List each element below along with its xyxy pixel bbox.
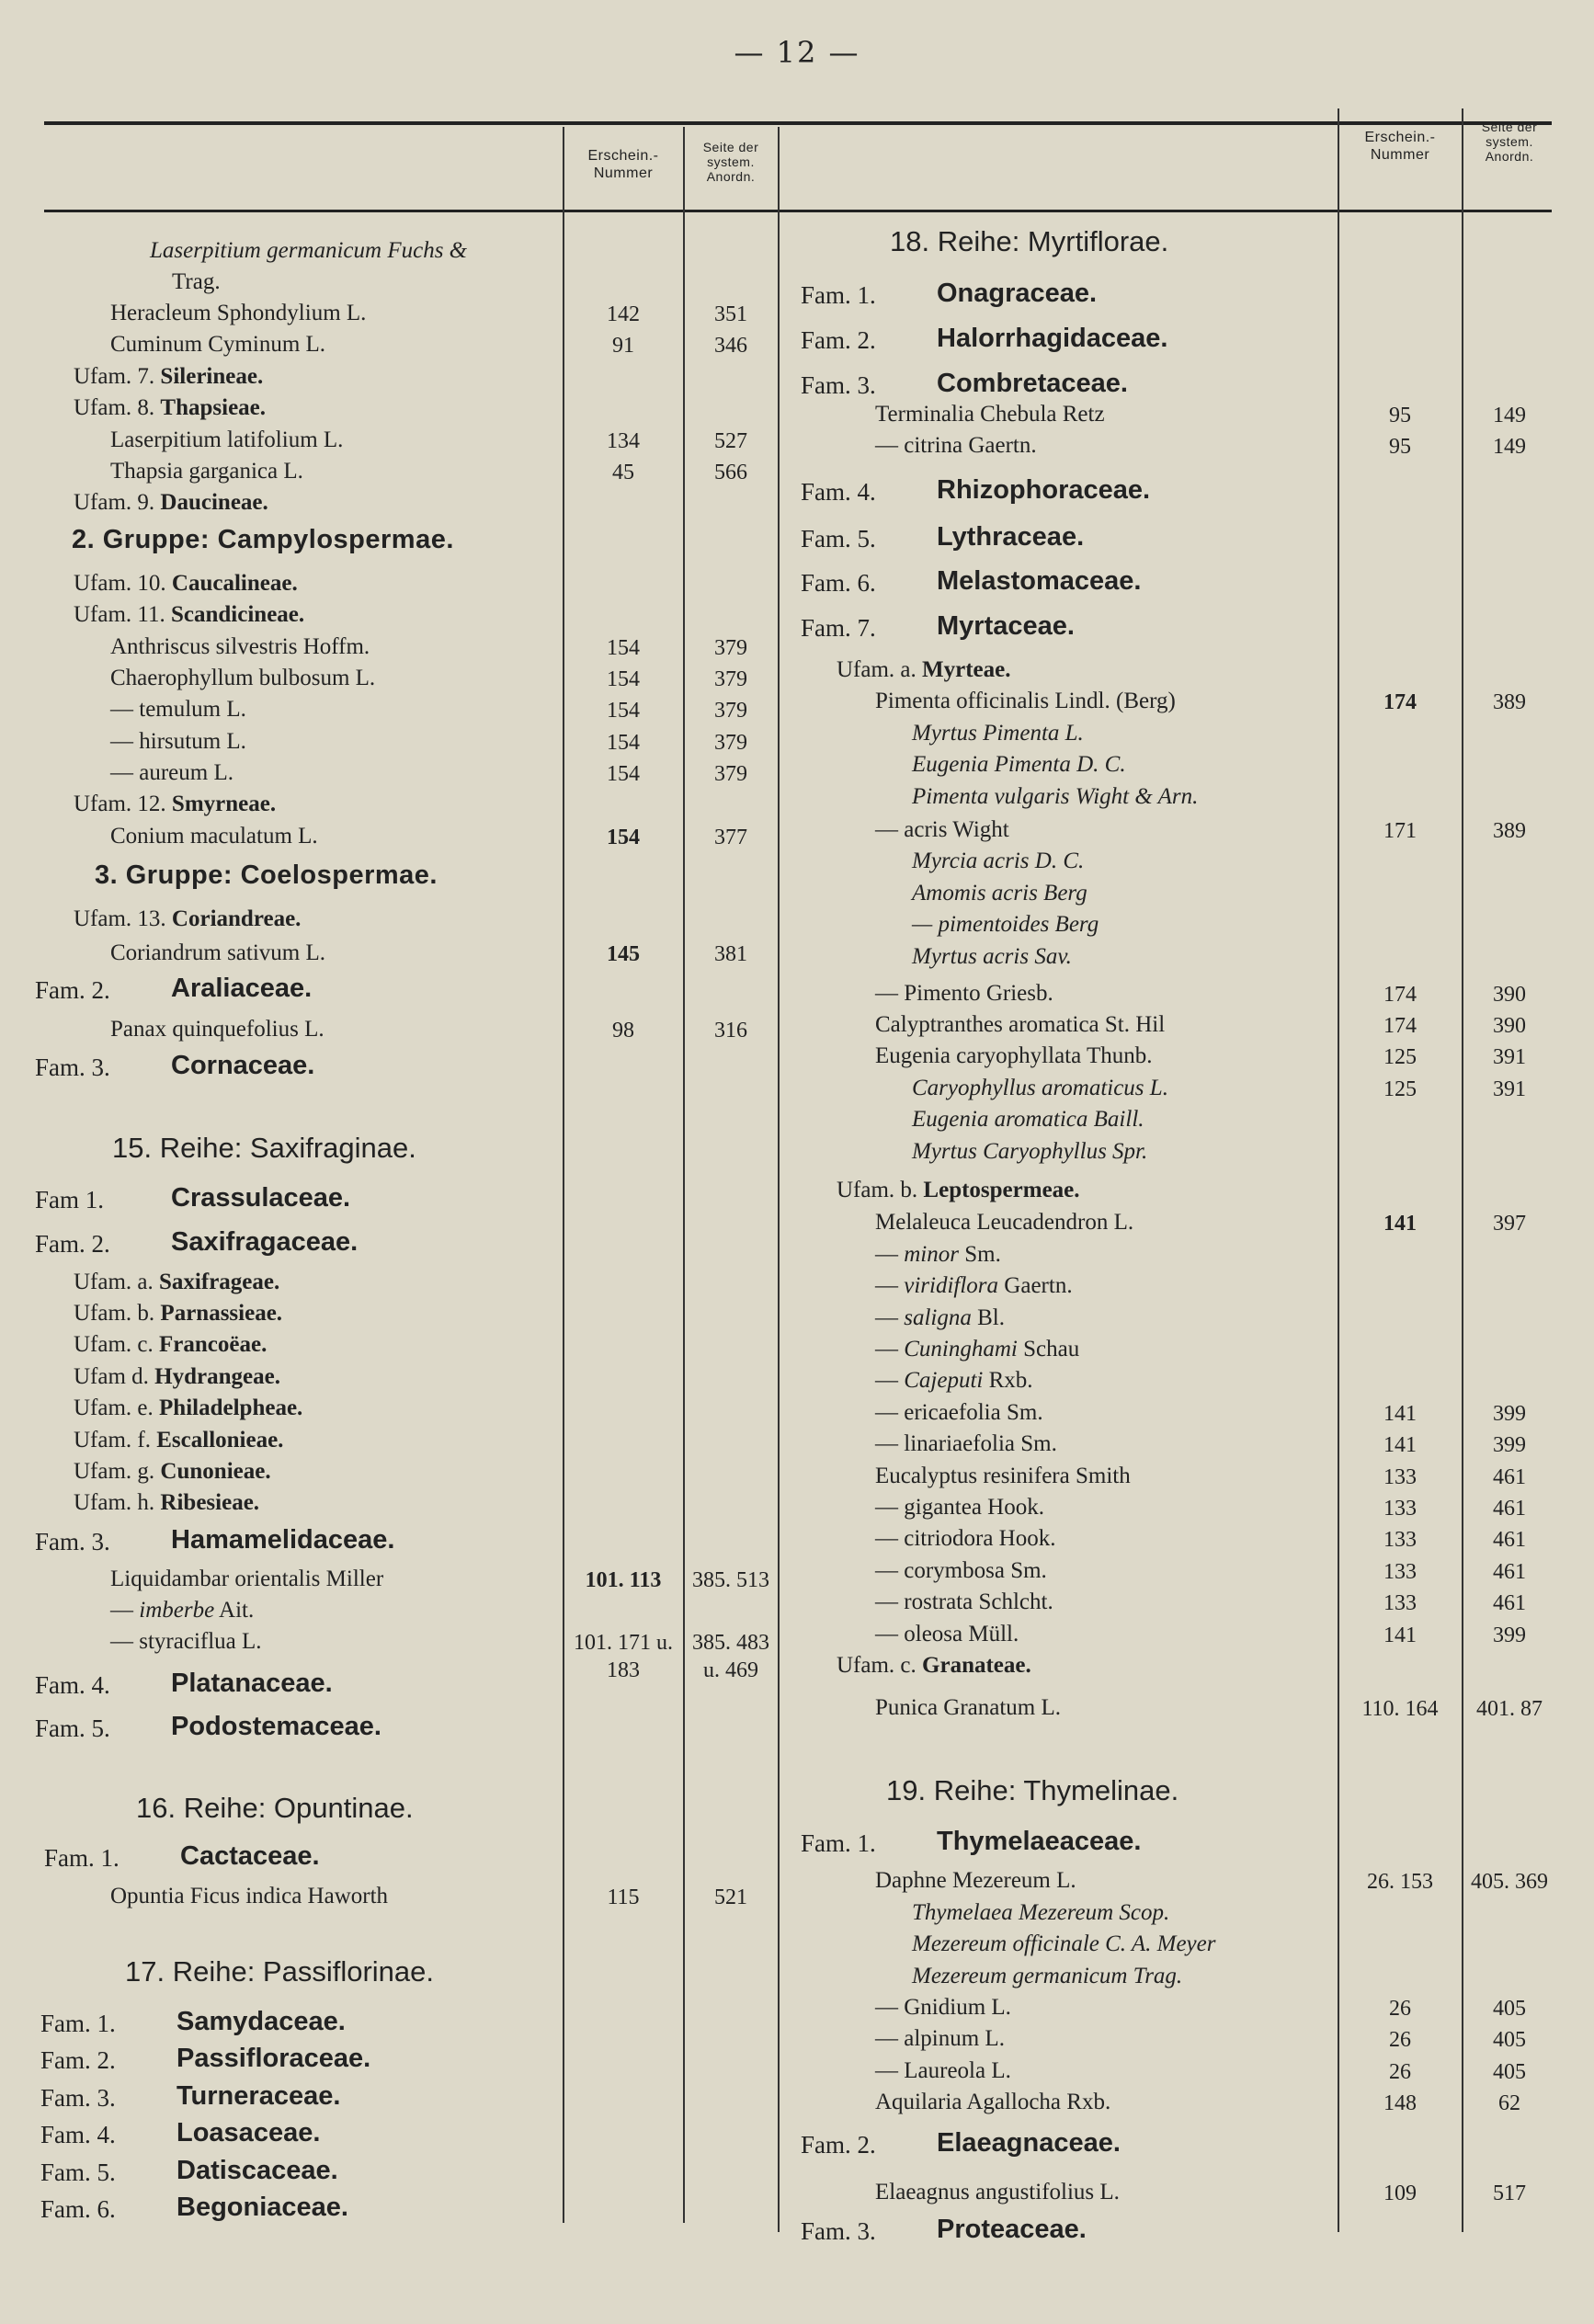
seite-anordnung: 389 (1493, 690, 1526, 714)
species-entry: — citriodora Hook. (875, 1526, 1056, 1551)
family-name: Crassulaceae. (171, 1183, 351, 1213)
species-entry: — temulum L. (110, 697, 246, 722)
subfamily-entry: Ufam. g. Cunonieae. (74, 1459, 271, 1484)
erschein-nummer: 148 (1383, 2091, 1417, 2115)
species-entry: Calyptranthes aromatica St. Hil (875, 1012, 1166, 1037)
species-entry: Myrtus acris Sav. (912, 944, 1072, 969)
seite-anordnung: 405 (1493, 2060, 1526, 2084)
species-entry: Trag. (172, 269, 221, 294)
erschein-nummer: 154 (607, 667, 640, 691)
species-entry: — acris Wight (875, 817, 1009, 842)
seite-anordnung: 390 (1493, 983, 1526, 1007)
subfamily-entry: Ufam. 12. Smyrneae. (74, 792, 277, 816)
seite-anordnung: 390 (1493, 1014, 1526, 1038)
family-name: Lythraceae. (937, 522, 1085, 552)
species-entry: Eugenia aromatica Baill. (912, 1107, 1144, 1132)
species-entry: — styraciflua L. (110, 1629, 262, 1654)
species-entry: — Gnidium L. (875, 1995, 1011, 2020)
header-num-right: Erschein.- Nummer (1364, 130, 1436, 163)
species-entry: Myrtus Pimenta L. (912, 721, 1084, 746)
family-label: Fam. 1. (40, 2010, 116, 2037)
erschein-nummer: 95 (1389, 404, 1411, 427)
seite-anordnung: 385. 513 (692, 1568, 769, 1592)
erschein-nummer: 101. 171 u. (574, 1631, 673, 1655)
top-rule (44, 121, 1552, 125)
erschein-nummer: 133 (1383, 1528, 1417, 1552)
seite-anordnung: 461 (1493, 1560, 1526, 1584)
seite-anordnung: u. 469 (703, 1658, 758, 1682)
erschein-nummer: 115 (607, 1885, 640, 1909)
species-entry: — Laureola L. (875, 2058, 1011, 2083)
subfamily-entry: Ufam. h. Ribesieae. (74, 1490, 260, 1515)
subfamily-entry: Ufam. 9. Daucineae. (74, 490, 268, 515)
species-entry: Laserpitium germanicum Fuchs & (150, 238, 468, 263)
species-entry: — ericaefolia Sm. (875, 1400, 1043, 1425)
family-label: Fam. 5. (35, 1715, 110, 1742)
seite-anordnung: 385. 483 (692, 1631, 769, 1655)
family-label: Fam. 2. (40, 2046, 116, 2074)
subfamily-entry: Ufam. a. Saxifrageae. (74, 1270, 280, 1294)
species-entry: — oleosa Müll. (875, 1622, 1019, 1646)
species-entry: Opuntia Ficus indica Haworth (110, 1884, 389, 1908)
erschein-nummer: 26. 153 (1367, 1870, 1433, 1894)
family-name: Begoniaceae. (176, 2193, 348, 2222)
family-label: Fam 1. (35, 1186, 105, 1213)
subfamily-entry: Ufam. e. Philadelpheae. (74, 1396, 303, 1420)
species-entry: Liquidambar orientalis Miller (110, 1566, 384, 1591)
seite-anordnung: 566 (714, 461, 747, 484)
seite-anordnung: 346 (714, 334, 747, 358)
family-name: Halorrhagidaceae. (937, 324, 1168, 353)
family-name: Hamamelidaceae. (171, 1525, 395, 1555)
erschein-nummer: 110. 164 (1361, 1697, 1439, 1721)
family-name: Onagraceae. (937, 279, 1098, 308)
family-label: Fam. 2. (801, 2131, 876, 2159)
family-name: Melastomaceae. (937, 566, 1142, 596)
species-entry: Pimenta officinalis Lindl. (Berg) (875, 689, 1176, 713)
seite-anordnung: 527 (714, 429, 747, 453)
erschein-nummer: 125 (1383, 1077, 1417, 1101)
seite-anordnung: 399 (1493, 1623, 1526, 1647)
seite-anordnung: 379 (714, 667, 747, 691)
subfamily-entry: Ufam. 7. Silerineae. (74, 364, 264, 389)
seite-anordnung: 401. 87 (1476, 1697, 1543, 1721)
seite-anordnung: 391 (1493, 1077, 1526, 1101)
species-entry: — minor Sm. (875, 1242, 1001, 1267)
family-label: Fam. 7. (801, 614, 876, 642)
subfamily-entry: Ufam d. Hydrangeae. (74, 1364, 280, 1389)
family-name: Saxifragaceae. (171, 1227, 359, 1257)
seite-anordnung: 521 (714, 1885, 747, 1909)
species-entry: Mezereum germanicum Trag. (912, 1964, 1183, 1988)
erschein-nummer: 171 (1383, 819, 1417, 843)
seite-anordnung: 405. 369 (1471, 1870, 1548, 1894)
erschein-nummer: 174 (1383, 983, 1417, 1007)
species-entry: Chaerophyllum bulbosum L. (110, 666, 376, 690)
family-label: Fam. 4. (40, 2121, 116, 2148)
family-label: Fam. 1. (44, 1844, 120, 1872)
species-entry: Caryophyllus aromaticus L. (912, 1076, 1168, 1100)
species-entry: — Pimento Griesb. (875, 981, 1053, 1006)
family-name: Thymelaeaceae. (937, 1827, 1142, 1856)
species-entry: Myrtus Caryophyllus Spr. (912, 1139, 1148, 1164)
family-label: Fam. 4. (35, 1671, 110, 1699)
seite-anordnung: 461 (1493, 1497, 1526, 1521)
family-label: Fam. 4. (801, 478, 876, 506)
col-rule (778, 127, 780, 2232)
erschein-nummer: 154 (607, 699, 640, 723)
erschein-nummer: 154 (607, 826, 640, 849)
erschein-nummer: 98 (612, 1019, 634, 1042)
species-entry: Punica Granatum L. (875, 1695, 1062, 1720)
erschein-nummer: 154 (607, 731, 640, 755)
header-sys-right: Seite der system. Anordn. (1481, 120, 1538, 164)
seite-anordnung: 399 (1493, 1402, 1526, 1426)
species-entry: Eucalyptus resinifera Smith (875, 1464, 1131, 1488)
family-label: Fam. 3. (40, 2084, 116, 2112)
erschein-nummer: 154 (607, 762, 640, 786)
family-label: Fam. 1. (801, 281, 876, 309)
species-entry: Eugenia caryophyllata Thunb. (875, 1043, 1153, 1068)
species-entry: — citrina Gaertn. (875, 433, 1037, 458)
family-name: Loasaceae. (176, 2118, 321, 2147)
species-entry: — pimentoides Berg (912, 912, 1099, 937)
erschein-nummer: 142 (607, 302, 640, 326)
subfamily-entry: Ufam. c. Francoëae. (74, 1332, 268, 1357)
family-name: Platanaceae. (171, 1669, 333, 1698)
species-entry: Heracleum Sphondylium L. (110, 301, 367, 325)
subfamily-entry: Ufam. 11. Scandicineae. (74, 602, 305, 627)
species-entry: — corymbosa Sm. (875, 1558, 1047, 1583)
erschein-nummer: 145 (607, 942, 640, 966)
seite-anordnung: 517 (1493, 2182, 1526, 2205)
seite-anordnung: 379 (714, 699, 747, 723)
subfamily-entry: Ufam. 13. Coriandreae. (74, 906, 302, 931)
seite-anordnung: 379 (714, 731, 747, 755)
species-entry: Daphne Mezereum L. (875, 1868, 1076, 1893)
family-label: Fam. 6. (40, 2195, 116, 2223)
family-name: Elaeagnaceae. (937, 2128, 1121, 2158)
erschein-nummer: 133 (1383, 1497, 1417, 1521)
group-heading: 2. Gruppe: Campylospermae. (72, 525, 454, 554)
family-name: Myrtaceae. (937, 611, 1075, 641)
family-label: Fam. 6. (801, 569, 876, 597)
species-entry: — gigantea Hook. (875, 1495, 1044, 1520)
species-entry: Amomis acris Berg (912, 881, 1087, 906)
erschein-nummer: 133 (1383, 1560, 1417, 1584)
erschein-nummer: 183 (607, 1658, 640, 1682)
subfamily-entry: Ufam. b. Parnassieae. (74, 1301, 283, 1326)
erschein-nummer: 26 (1389, 2060, 1411, 2084)
erschein-nummer: 133 (1383, 1465, 1417, 1489)
species-entry: Aquilaria Agallocha Rxb. (875, 2090, 1111, 2114)
family-label: Fam. 3. (35, 1054, 110, 1081)
subfamily-entry: Ufam. c. Granateae. (837, 1653, 1031, 1678)
family-name: Podostemaceae. (171, 1712, 381, 1741)
species-entry: Elaeagnus angustifolius L. (875, 2180, 1120, 2204)
seite-anordnung: 391 (1493, 1045, 1526, 1069)
page-number: — 12 — (734, 35, 860, 70)
family-name: Cactaceae. (180, 1841, 320, 1871)
family-name: Proteaceae. (937, 2215, 1087, 2244)
erschein-nummer: 174 (1383, 1014, 1417, 1038)
reihe-heading: 16. Reihe: Opuntinae. (136, 1792, 414, 1824)
erschein-nummer: 95 (1389, 435, 1411, 459)
subfamily-entry: Ufam. 10. Caucalineae. (74, 571, 298, 596)
seite-anordnung: 461 (1493, 1465, 1526, 1489)
header-rule (44, 210, 1552, 212)
reihe-heading: 17. Reihe: Passiflorinae. (125, 1955, 435, 1988)
family-name: Samydaceae. (176, 2007, 346, 2036)
family-label: Fam. 5. (40, 2159, 116, 2186)
family-label: Fam. 1. (801, 1829, 876, 1857)
seite-anordnung: 389 (1493, 819, 1526, 843)
subfamily-entry: Ufam. 8. Thapsieae. (74, 395, 267, 420)
species-entry: — hirsutum L. (110, 729, 246, 754)
species-entry: Eugenia Pimenta D. C. (912, 752, 1126, 777)
erschein-nummer: 26 (1389, 2028, 1411, 2052)
family-name: Combretaceae. (937, 369, 1128, 398)
species-entry: Pimenta vulgaris Wight & Arn. (912, 784, 1199, 809)
family-label: Fam. 2. (35, 976, 110, 1004)
species-entry: Melaleuca Leucadendron L. (875, 1210, 1134, 1235)
family-name: Araliaceae. (171, 974, 313, 1003)
species-entry: — aureum L. (110, 760, 233, 785)
seite-anordnung: 399 (1493, 1433, 1526, 1457)
family-label: Fam. 3. (35, 1528, 110, 1555)
seite-anordnung: 149 (1493, 404, 1526, 427)
seite-anordnung: 397 (1493, 1212, 1526, 1236)
species-entry: — linariaefolia Sm. (875, 1431, 1057, 1456)
family-name: Rhizophoraceae. (937, 475, 1151, 505)
erschein-nummer: 174 (1383, 690, 1417, 714)
species-entry: — alpinum L. (875, 2026, 1005, 2051)
family-label: Fam. 3. (801, 2217, 876, 2245)
erschein-nummer: 154 (607, 636, 640, 660)
reihe-heading: 19. Reihe: Thymelinae. (886, 1774, 1179, 1806)
seite-anordnung: 379 (714, 762, 747, 786)
species-entry: — rostrata Schlcht. (875, 1589, 1053, 1614)
family-label: Fam. 3. (801, 371, 876, 399)
species-entry: — viridiflora Gaertn. (875, 1273, 1073, 1298)
reihe-heading: 15. Reihe: Saxifraginae. (112, 1132, 416, 1164)
species-entry: Myrcia acris D. C. (912, 849, 1085, 873)
family-name: Passifloraceae. (176, 2044, 371, 2073)
family-name: Cornaceae. (171, 1051, 315, 1080)
seite-anordnung: 351 (714, 302, 747, 326)
erschein-nummer: 109 (1383, 2182, 1417, 2205)
header-sys-left: Seite der system. Anordn. (702, 140, 759, 184)
species-entry: — imberbe Ait. (110, 1598, 255, 1623)
seite-anordnung: 461 (1493, 1591, 1526, 1615)
erschein-nummer: 101. 113 (585, 1568, 662, 1592)
family-label: Fam. 5. (801, 525, 876, 553)
seite-anordnung: 405 (1493, 2028, 1526, 2052)
erschein-nummer: 125 (1383, 1045, 1417, 1069)
species-entry: Anthriscus silvestris Hoffm. (110, 634, 370, 659)
subfamily-entry: Ufam. b. Leptospermeae. (837, 1178, 1080, 1202)
family-name: Datiscaceae. (176, 2156, 338, 2185)
seite-anordnung: 405 (1493, 1997, 1526, 2021)
erschein-nummer: 26 (1389, 1997, 1411, 2021)
erschein-nummer: 141 (1383, 1402, 1417, 1426)
species-entry: Thymelaea Mezereum Scop. (912, 1900, 1170, 1925)
subfamily-entry: Ufam. f. Escallonieae. (74, 1428, 284, 1452)
family-label: Fam. 2. (801, 326, 876, 354)
species-entry: Thapsia garganica L. (110, 459, 303, 484)
seite-anordnung: 377 (714, 826, 747, 849)
erschein-nummer: 91 (612, 334, 634, 358)
erschein-nummer: 141 (1383, 1433, 1417, 1457)
species-entry: Laserpitium latifolium L. (110, 427, 344, 452)
seite-anordnung: 62 (1498, 2091, 1520, 2115)
seite-anordnung: 379 (714, 636, 747, 660)
header-num-left: Erschein.- Nummer (587, 148, 659, 181)
group-heading: 3. Gruppe: Coelospermae. (95, 860, 438, 890)
species-entry: Coriandrum sativum L. (110, 940, 325, 965)
species-entry: Cuminum Cyminum L. (110, 332, 326, 357)
species-entry: Terminalia Chebula Retz (875, 402, 1105, 427)
erschein-nummer: 141 (1383, 1623, 1417, 1647)
seite-anordnung: 461 (1493, 1528, 1526, 1552)
erschein-nummer: 134 (607, 429, 640, 453)
species-entry: — saligna Bl. (875, 1305, 1005, 1330)
species-entry: — Cuninghami Schau (875, 1337, 1080, 1361)
seite-anordnung: 381 (714, 942, 747, 966)
species-entry: Mezereum officinale C. A. Meyer (912, 1931, 1216, 1956)
family-name: Turneraceae. (176, 2081, 341, 2111)
erschein-nummer: 141 (1383, 1212, 1417, 1236)
species-entry: — Cajeputi Rxb. (875, 1368, 1033, 1393)
erschein-nummer: 133 (1383, 1591, 1417, 1615)
seite-anordnung: 316 (714, 1019, 747, 1042)
family-label: Fam. 2. (35, 1230, 110, 1258)
subfamily-entry: Ufam. a. Myrteae. (837, 657, 1011, 682)
erschein-nummer: 45 (612, 461, 634, 484)
seite-anordnung: 149 (1493, 435, 1526, 459)
species-entry: Panax quinquefolius L. (110, 1017, 324, 1042)
species-entry: Conium maculatum L. (110, 824, 318, 849)
reihe-heading: 18. Reihe: Myrtiflorae. (890, 225, 1169, 257)
